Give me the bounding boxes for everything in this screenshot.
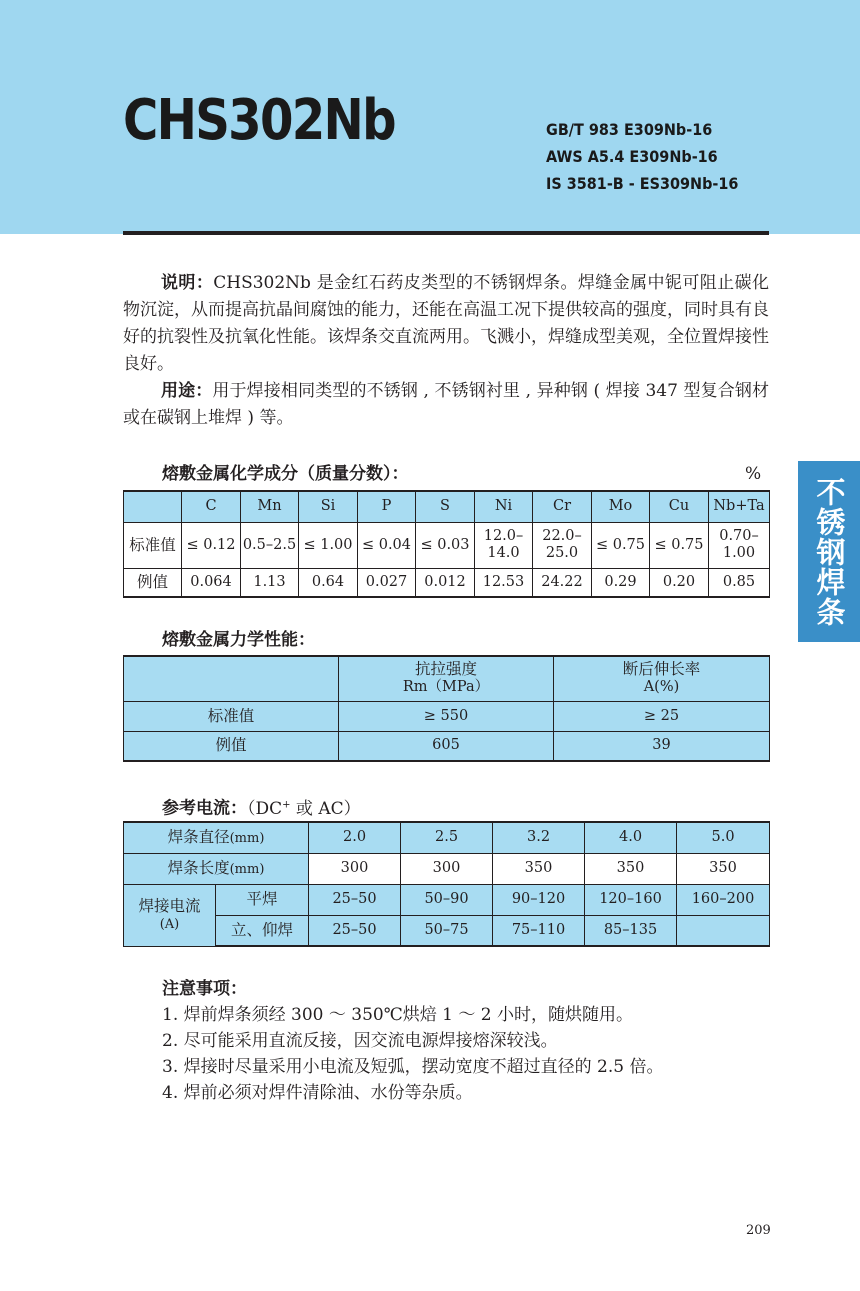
column-title: 断后伸长率 [622, 660, 701, 679]
table-cell [677, 915, 770, 946]
chemical-heading: 熔敷金属化学成分（质量分数）： [162, 464, 409, 484]
table-cell: 4.0 [585, 822, 677, 853]
table-cell: 350 [493, 853, 585, 884]
table-cell: 90–120 [493, 884, 585, 915]
current-unit: (A) [159, 916, 180, 932]
table-cell: 12.0– 14.0 [475, 522, 533, 568]
chemical-corner-cell [124, 491, 182, 522]
chemical-column: C [182, 491, 241, 522]
mechanical-column-elongation [554, 656, 770, 701]
header-divider [123, 231, 769, 235]
table-cell: ≤ 0.12 [182, 522, 241, 568]
column-title: 抗拉强度 [414, 660, 477, 679]
current-label-cell [124, 884, 216, 946]
chemical-column: Mn [241, 491, 299, 522]
note-item: 4. 焊前必须对焊件清除油、水份等杂质。 [162, 1083, 473, 1103]
table-cell: 300 [309, 853, 401, 884]
diameter-unit: (mm) [229, 830, 265, 846]
table-cell: 605 [339, 731, 554, 761]
table-cell: 2.5 [401, 822, 493, 853]
table-cell: 25–50 [309, 884, 401, 915]
page-number: 209 [746, 1223, 771, 1238]
diameter-label: 焊条直径 [167, 827, 230, 846]
category-tab: 不锈钢焊条 [798, 461, 860, 642]
table-cell: 0.064 [182, 568, 241, 597]
table-row [124, 915, 770, 946]
flat-label: 平焊 [216, 884, 309, 915]
table-cell: 0.70– 1.00 [709, 522, 770, 568]
table-cell: 39 [554, 731, 770, 761]
chemical-header-row [124, 491, 770, 522]
table-cell: ≤ 0.75 [650, 522, 709, 568]
vertical-label: 立、仰焊 [216, 915, 309, 946]
chemical-column: P [358, 491, 416, 522]
mechanical-table [123, 655, 770, 762]
table-cell: 24.22 [533, 568, 592, 597]
table-cell: 1.13 [241, 568, 299, 597]
table-cell: 75–110 [493, 915, 585, 946]
column-unit: Rm（MPa） [402, 679, 490, 696]
table-cell: 120–160 [585, 884, 677, 915]
table-row [124, 822, 770, 853]
chemical-column: Mo [592, 491, 650, 522]
chemical-table [123, 490, 770, 598]
current-label: 焊接电流 [138, 896, 201, 915]
diameter-label-cell [124, 822, 309, 853]
description-block [123, 270, 769, 432]
note-item: 1. 焊前焊条须经 300 ～ 350℃烘焙 1 ～ 2 小时，随烘随用。 [162, 1005, 633, 1025]
table-cell: 0.20 [650, 568, 709, 597]
mechanical-corner-cell [124, 656, 339, 701]
length-label-cell [124, 853, 309, 884]
mechanical-header-row [124, 656, 770, 701]
current-heading-note [247, 799, 361, 819]
mechanical-heading: 熔敷金属力学性能： [162, 630, 315, 650]
table-cell: 0.64 [299, 568, 358, 597]
table-cell: 5.0 [677, 822, 770, 853]
table-cell: 0.012 [416, 568, 475, 597]
table-cell: ≤ 0.03 [416, 522, 475, 568]
chemical-column: Cu [650, 491, 709, 522]
table-cell: 25–50 [309, 915, 401, 946]
table-row [124, 853, 770, 884]
mechanical-column-tensile [339, 656, 554, 701]
table-cell: 2.0 [309, 822, 401, 853]
current-note-end: 或 AC） [290, 798, 361, 819]
row-label: 例值 [124, 731, 339, 761]
table-row [124, 701, 770, 731]
chemical-column: Cr [533, 491, 592, 522]
table-cell: 50–75 [401, 915, 493, 946]
row-label: 例值 [124, 568, 182, 597]
standards-list [546, 116, 760, 197]
standard-gb: GB/T 983 E309Nb-16 [546, 120, 713, 139]
table-cell: 85–135 [585, 915, 677, 946]
standard-aws: AWS A5.4 E309Nb-16 [546, 147, 718, 166]
table-cell: ≤ 0.04 [358, 522, 416, 568]
chemical-unit: % [745, 464, 762, 484]
table-cell: 350 [585, 853, 677, 884]
usage-label: 用途： [161, 381, 213, 401]
table-cell: ≥ 550 [339, 701, 554, 731]
current-heading [162, 793, 361, 821]
table-cell: 350 [677, 853, 770, 884]
description-paragraph [123, 270, 769, 378]
usage-text: 用于焊接相同类型的不锈钢 , 不锈钢衬里 , 异种钢 ( 焊接 347 型复合钢材或在碳钢上堆焊 ) 等。 [123, 381, 770, 428]
table-cell: 0.29 [592, 568, 650, 597]
table-cell: 300 [401, 853, 493, 884]
table-cell: 160–200 [677, 884, 770, 915]
notes-heading: 注意事项： [162, 979, 247, 999]
chemical-column: Si [299, 491, 358, 522]
table-row [124, 568, 770, 597]
table-cell: ≤ 1.00 [299, 522, 358, 568]
usage-paragraph [123, 378, 769, 432]
current-note-sup: + [282, 799, 291, 810]
column-unit: A(%) [643, 679, 680, 696]
table-cell: ≥ 25 [554, 701, 770, 731]
current-table [123, 821, 770, 947]
table-row [124, 522, 770, 568]
note-item: 2. 尽可能采用直流反接，因交流电源焊接熔深较浅。 [162, 1031, 558, 1051]
table-row [124, 731, 770, 761]
description-label: 说明： [161, 273, 214, 293]
note-item: 3. 焊接时尽量采用小电流及短弧，摆动宽度不超过直径的 2.5 倍。 [162, 1057, 664, 1077]
table-cell: 3.2 [493, 822, 585, 853]
standard-is: IS 3581-B - ES309Nb-16 [546, 174, 739, 193]
description-text: CHS302Nb 是金红石药皮类型的不锈钢焊条。焊缝金属中铌可阻止碳化物沉淀，从而提高抗晶间腐蚀的能力，还能在高温工况下提供较高的强度，同时具有良好的抗裂性及抗氧化性能。该焊条交直流两用。飞溅小，焊缝成型美观，全位置焊接性良好。 [123, 273, 769, 374]
row-label: 标准值 [124, 522, 182, 568]
row-label: 标准值 [124, 701, 339, 731]
table-cell: 50–90 [401, 884, 493, 915]
notes-block [162, 976, 762, 1106]
chemical-column: Nb+Ta [709, 491, 770, 522]
chemical-column: Ni [475, 491, 533, 522]
chemical-column: S [416, 491, 475, 522]
table-cell: 0.85 [709, 568, 770, 597]
current-note-start: （DC [247, 798, 283, 819]
table-cell: ≤ 0.75 [592, 522, 650, 568]
length-unit: (mm) [229, 861, 265, 877]
table-cell: 12.53 [475, 568, 533, 597]
product-title: CHS302Nb [123, 88, 395, 153]
table-cell: 0.027 [358, 568, 416, 597]
table-row [124, 884, 770, 915]
table-cell: 0.5–2.5 [241, 522, 299, 568]
length-label: 焊条长度 [167, 858, 230, 877]
table-cell: 22.0– 25.0 [533, 522, 592, 568]
current-heading-label: 参考电流： [162, 798, 247, 819]
